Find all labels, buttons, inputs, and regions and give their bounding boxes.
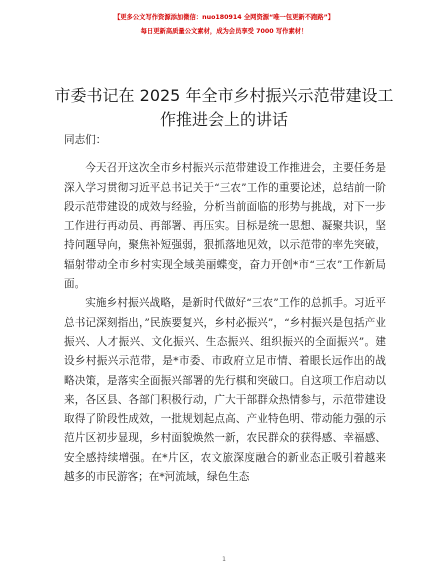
page-number: 1 (222, 556, 226, 563)
promo-banner-line-2: 每日更新高质量公文素材，成为会员享受 7000 写作素材！ (140, 28, 308, 35)
promo-banner-line-1: 【更多公文写作资源添加微信：nuo180914 全网资源“唯一包更新不跑路”】 (113, 14, 335, 21)
body-paragraph-2: 实施乡村振兴战略，是新时代做好“三农”工作的总抓手。习近平总书记深刻指出，”民族要复兴，乡村必振兴”，“乡村振兴是包括产业振兴、人才振兴、文化振兴、生态振兴、组织振兴的全面振兴”。建设乡村振兴示范带，是*市委、市政府立足市情、着眼长远作出的战略决策，是落实全面振兴部署的先行棋和突破口。自这项工作启动以来，各区县、各部门积极行动，广大干部群众热情参与，示范带建设取得了阶段性成效，一批规划起点高、产业特色明、带动能力强的示范片区初步显现，乡村面貌焕然一新，农民群众的获得感、幸福感、安全感持续增强。在*片区，农文旅深度融合的新业态正吸引着越来越多的市民游客；在*河流域，绿色生态 (64, 297, 386, 484)
salutation: 同志们： (64, 134, 107, 146)
speech-body (64, 131, 386, 487)
document-title: 市委书记在 2025 年全市乡村振兴示范带建设工作推进会上的讲话 (54, 86, 394, 129)
promo-banner (0, 12, 448, 38)
body-paragraph-1: 今天召开这次全市乡村振兴示范带建设工作推进会，主要任务是深入学习贯彻习近平总书记关于“三农”工作的重要论述，总结前一阶段示范带建设的成效与经验，分析当前面临的形势与挑战，对下一步工作进行再动员、再部署、再压实。目标是统一思想、凝聚共识，坚持问题导向，聚焦补短强弱，狠抓落地见效，以示范带的率先突破，辐射带动全市乡村实现全域美丽蝶变，奋力开创*市“三农”工作新局面。 (64, 162, 386, 291)
